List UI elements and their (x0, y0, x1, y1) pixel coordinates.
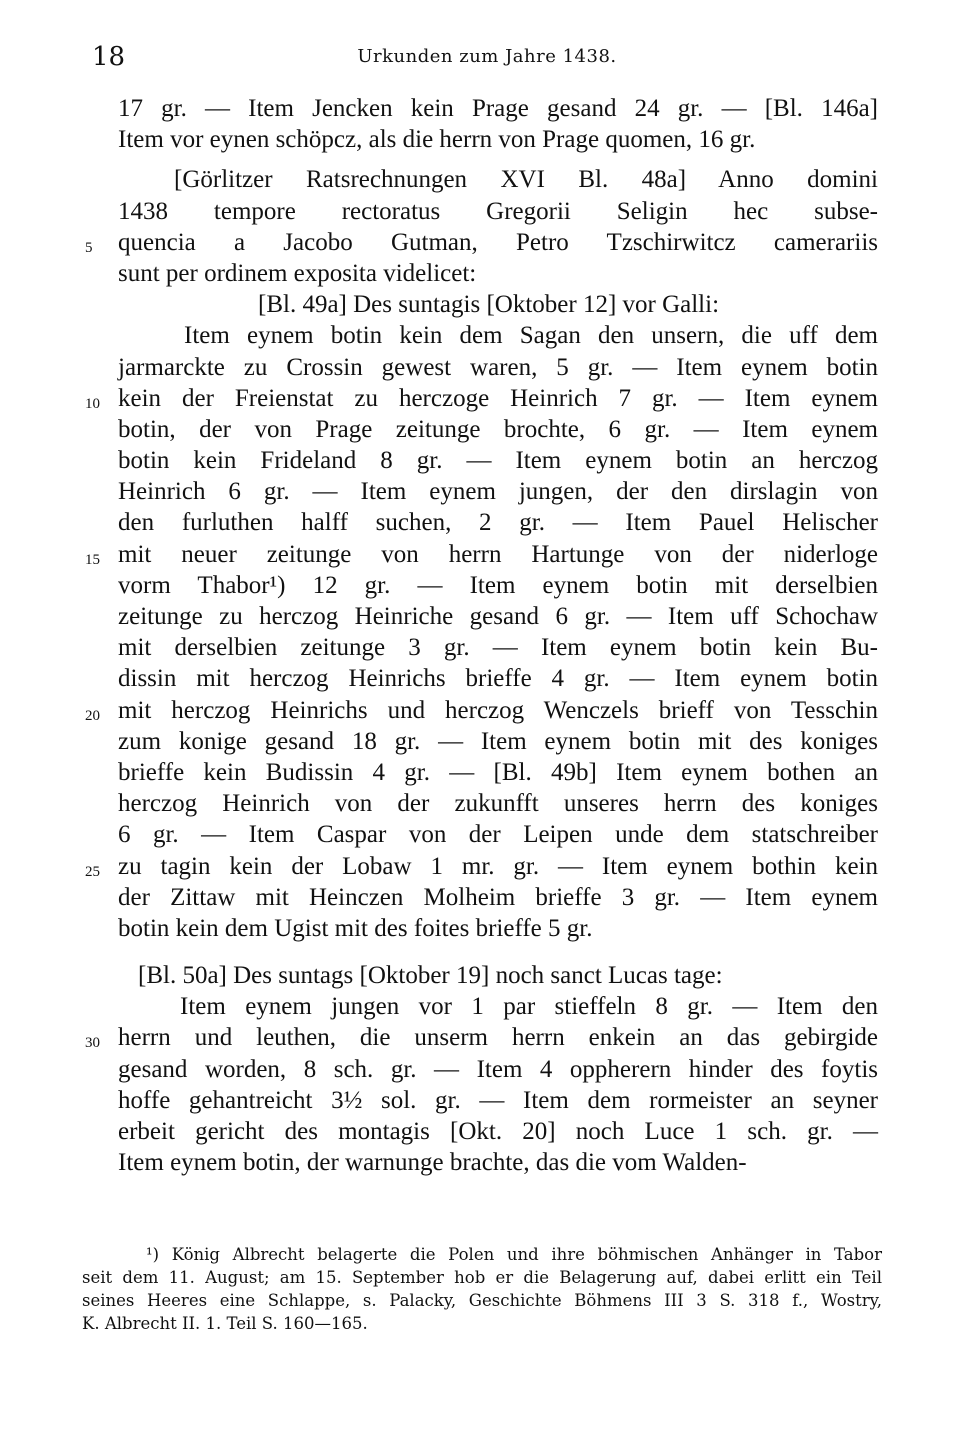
text-line (118, 991, 878, 1022)
text-line (118, 726, 878, 757)
text-line-content: erbeit gericht des montagis [Okt. 20] noch Luce 1 sch. gr. — (118, 1118, 878, 1145)
text-line (118, 1116, 878, 1147)
text-line (118, 632, 878, 663)
text-line-content: mit neuer zeitunge von herrn Hartunge von der niderloge (118, 540, 878, 568)
text-line-content: zeitunge zu herczog Heinriche gesand 6 gr. — Item uff Schochaw (118, 603, 878, 630)
text-line (85, 1022, 878, 1053)
text-line (118, 124, 878, 155)
text-line (118, 93, 878, 124)
text-line (118, 882, 878, 913)
text-line-content: [Bl. 50a] Des suntags [Oktober 19] noch sanct Lucas tage: (138, 962, 723, 990)
text-line-content: 17 gr. — Item Jencken kein Prage gesand 24 gr. — [Bl. 146a] (118, 95, 878, 122)
text-line-content: mit herczog Heinrichs und herczog Wenczels brieff von Tesschin (118, 696, 878, 724)
text-line-content: mit derselbien zeitunge 3 gr. — Item eynem botin kein Bu- (118, 634, 878, 662)
text-line (118, 414, 878, 445)
text-line (118, 819, 878, 850)
line-number: 25 (85, 863, 100, 880)
text-line (118, 913, 878, 944)
text-line-content: herrn und leuthen, die unserm herrn enkein an das gebirgide (118, 1024, 878, 1052)
text-line-content: jarmarckte zu Crossin gewest waren, 5 gr. — Item eynem botin (118, 353, 878, 381)
line-number: 10 (85, 395, 100, 412)
text-line-content: [Görlitzer Ratsrechnungen XVI Bl. 48a] Anno domini (174, 166, 878, 194)
text-line (118, 601, 878, 632)
line-number: 30 (85, 1035, 100, 1052)
paragraph-gap (118, 944, 878, 960)
text-line-content: botin kein Frideland 8 gr. — Item eynem botin an herczog (118, 447, 878, 475)
text-line (118, 788, 878, 819)
body-text (85, 93, 878, 1178)
text-line (118, 663, 878, 694)
text-line (118, 1085, 878, 1116)
footnote-line: ¹) König Albrecht belagerte die Polen und ihre böhmischen Anhänger in Tabor (146, 1245, 882, 1264)
text-line-content: botin, der von Prage zeitunge brochte, 6 gr. — Item eynem (118, 415, 878, 443)
text-line (118, 196, 878, 227)
text-line-content: 6 gr. — Item Caspar von der Leipen unde dem statschreiber (118, 821, 878, 849)
text-line (85, 695, 878, 726)
footnotes (82, 1243, 882, 1335)
text-line-content: herczog Heinrich von der zukunfft unseres herrn des koniges (118, 790, 878, 818)
text-line-content: kein der Freienstat zu herczoge Heinrich 7 gr. — Item eynem (118, 384, 878, 412)
text-line-content: dissin mit herczog Heinrichs brieffe 4 gr. — Item eynem botin (118, 665, 878, 693)
text-line (118, 164, 878, 195)
text-line-content: gesand worden, 8 sch. gr. — Item 4 oppherern hinder des foytis (118, 1055, 878, 1083)
text-line-content: der Zittaw mit Heinczen Molheim brieffe 3 gr. — Item eynem (118, 883, 878, 911)
footnote-line: K. Albrecht II. 1. Teil S. 160—165. (82, 1314, 368, 1333)
text-line (85, 851, 878, 882)
text-line (85, 383, 878, 414)
text-line (118, 757, 878, 788)
text-line (118, 570, 878, 601)
text-line-content: den furluthen halff suchen, 2 gr. — Item Pauel Helischer (118, 509, 878, 537)
text-line-content: Item eynem botin, der warnunge brachte, das die vom Walden- (118, 1149, 747, 1177)
text-line-content: Item eynem botin kein dem Sagan den unsern, die uff dem (184, 322, 878, 350)
running-title: Urkunden zum Jahre 1438. (357, 46, 617, 67)
text-line-content: Heinrich 6 gr. — Item eynem jungen, der den dirslagin von (118, 478, 878, 506)
page-header (92, 42, 882, 82)
text-line (85, 227, 878, 258)
text-line (118, 960, 878, 991)
text-line-content: hoffe gehantreicht 3½ sol. gr. — Item dem rormeister an seyner (118, 1086, 878, 1114)
text-line (118, 1054, 878, 1085)
text-line (118, 258, 878, 289)
text-line (85, 539, 878, 570)
text-line (118, 476, 878, 507)
text-line-content: 1438 tempore rectoratus Gregorii Seligin hec subse- (118, 197, 878, 225)
text-line-content: [Bl. 49a] Des suntagis [Oktober 12] vor Galli: (258, 291, 720, 319)
text-line (118, 320, 878, 351)
line-number: 5 (85, 239, 93, 256)
text-line (118, 507, 878, 538)
text-line (118, 352, 878, 383)
text-line-content: vorm Thabor¹) 12 gr. — Item eynem botin mit derselbien (118, 571, 878, 599)
text-line-content: sunt per ordinem exposita videlicet: (118, 259, 477, 287)
text-line-content: zum konige gesand 18 gr. — Item eynem botin mit des koniges (118, 727, 878, 755)
line-number: 15 (85, 551, 100, 568)
text-line-content: Item vor eynen schöpcz, als die herrn von Prage quomen, 16 gr. (118, 126, 756, 154)
text-line-content: botin kein dem Ugist mit des foites brieffe 5 gr. (118, 914, 593, 942)
text-line-content: Item eynem jungen vor 1 par stieffeln 8 gr. — Item den (180, 993, 878, 1021)
paragraph-gap (118, 155, 878, 164)
text-line-content: quencia a Jacobo Gutman, Petro Tzschirwitcz camerariis (118, 228, 878, 256)
footnote-line: seines Heeres eine Schlappe, s. Palacky, Geschichte Böhmens III 3 S. 318 f., Wostry, (82, 1291, 882, 1310)
text-line-content: zu tagin kein der Lobaw 1 mr. gr. — Item eynem bothin kein (118, 852, 878, 880)
text-line-content: brieffe kein Budissin 4 gr. — [Bl. 49b] Item eynem bothen an (118, 758, 878, 786)
text-line (118, 289, 878, 320)
text-line (118, 1147, 878, 1178)
page-number: 18 (92, 42, 126, 72)
text-line (118, 445, 878, 476)
footnote-line: seit dem 11. August; am 15. September hob er die Belagerung auf, dabei erlitt ein Teil (82, 1268, 882, 1287)
line-number: 20 (85, 707, 100, 724)
